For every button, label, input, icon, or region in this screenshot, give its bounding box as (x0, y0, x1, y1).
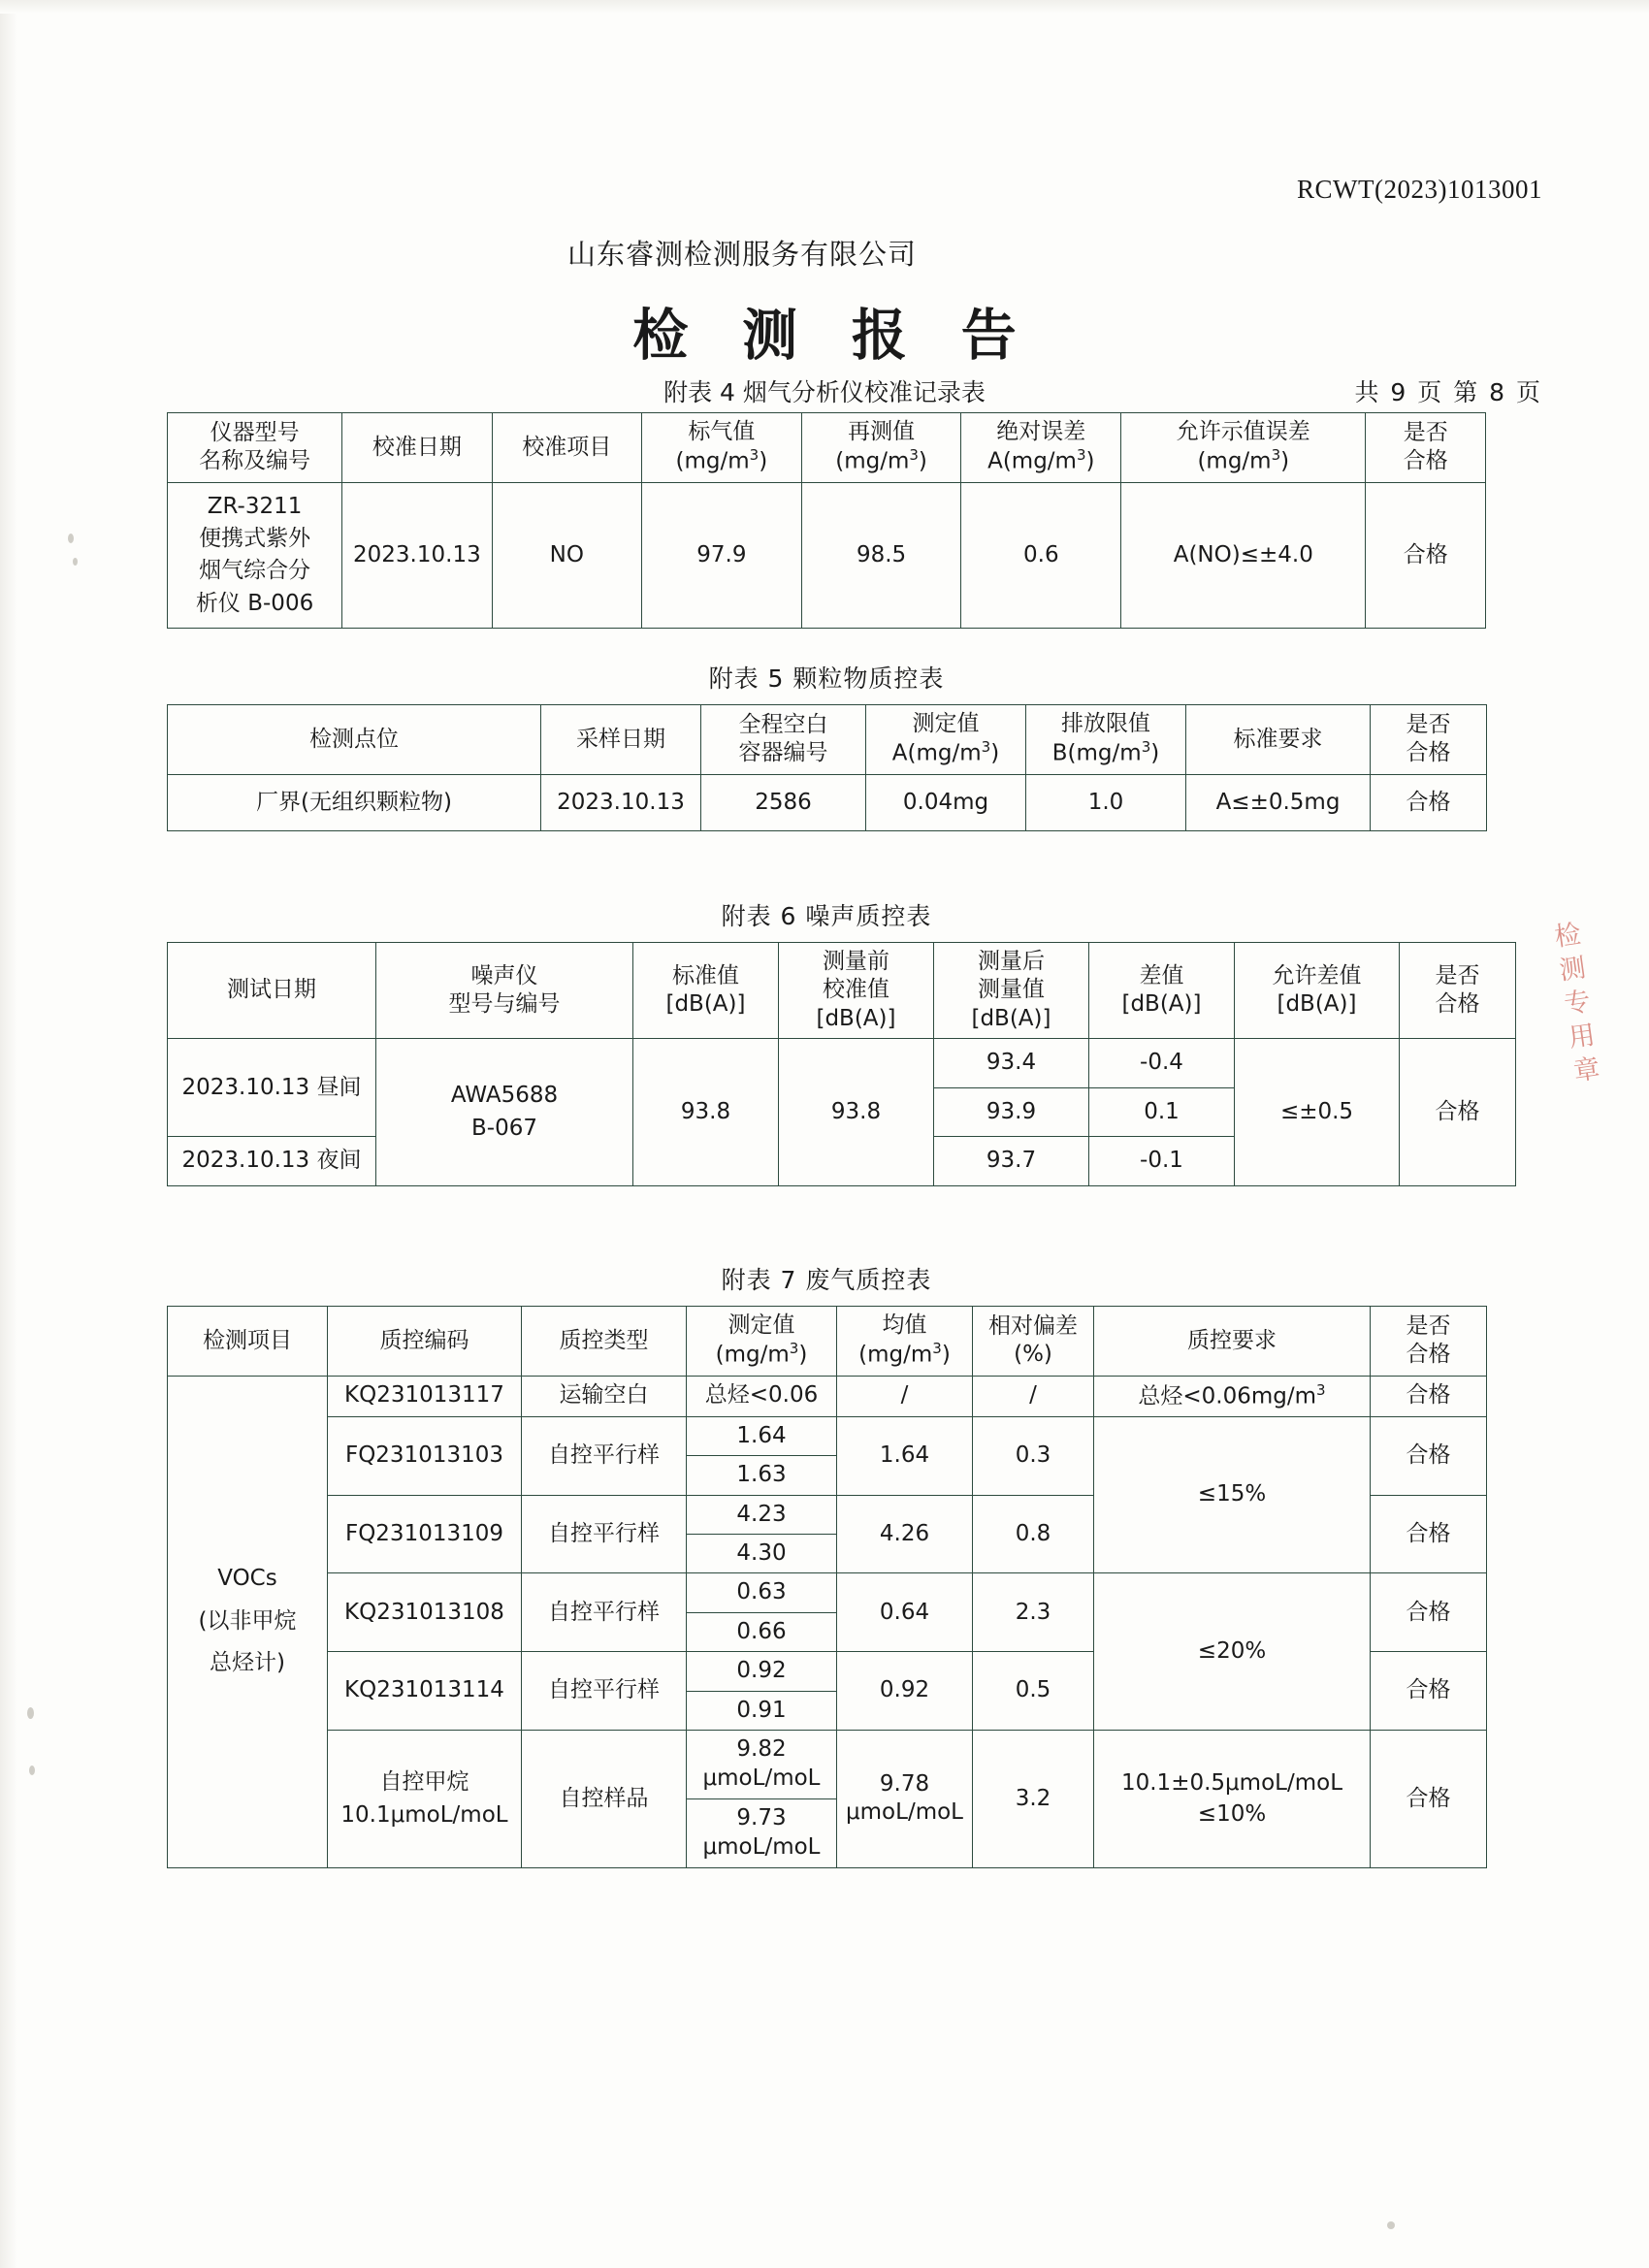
th-standard-value: 标气值 $(mg/m^3)$ (642, 413, 802, 483)
page-title: 检 测 报 告 (632, 304, 1034, 368)
th-measured: 测定值 $A(mg/m^3)$ (866, 705, 1026, 775)
table-row (168, 1039, 1516, 1087)
cell-sampling-date: 2023.10.13 (541, 774, 701, 830)
cell-mean: 1.64 (837, 1416, 973, 1495)
cell-measured: 0.91 (687, 1691, 837, 1730)
cell-post-measure: 93.7 (934, 1137, 1089, 1185)
th-test-date: 测试日期 (168, 943, 376, 1039)
table-waste-gas-qc (167, 1306, 1487, 1868)
cell-test-date-night: 2023.10.13 夜间 (168, 1137, 376, 1185)
th-qualified: 是否 合格 (1371, 1307, 1487, 1377)
th-requirement: 标准要求 (1186, 705, 1371, 775)
cell-measured: 9.82 μmoL/moL (687, 1731, 837, 1799)
cell-measured: 0.92 (687, 1652, 837, 1691)
cell-relative-deviation: 0.3 (973, 1416, 1094, 1495)
cell-qualified: 合格 (1371, 1376, 1487, 1416)
cell-qc-requirement: 总烃$<0.06mg/m^3$ (1094, 1376, 1371, 1416)
cell-qc-type: 运输空白 (522, 1376, 687, 1416)
table-row (168, 1731, 1487, 1799)
th-blank-container: 全程空白 容器编号 (701, 705, 866, 775)
cell-pre-calibration: 93.8 (779, 1039, 934, 1185)
th-noise-instrument: 噪声仪 型号与编号 (376, 943, 633, 1039)
report-number: RCWT(2023)1013001 (1297, 175, 1542, 204)
th-calib-item: 校准项目 (492, 413, 641, 483)
cell-qc-code: KQ231013114 (328, 1652, 522, 1731)
cell-post-measure: 93.9 (934, 1087, 1089, 1136)
cell-measured: 0.66 (687, 1612, 837, 1651)
cell-difference: -0.4 (1089, 1039, 1235, 1087)
cell-qc-type: 自控平行样 (522, 1652, 687, 1731)
cell-mean: 9.78 μmoL/moL (837, 1731, 973, 1868)
cell-measured: 1.64 (687, 1416, 837, 1455)
cell-qc-code: FQ231013109 (328, 1495, 522, 1573)
cell-qc-code: FQ231013103 (328, 1416, 522, 1495)
th-relative-deviation: 相对偏差 (%) (973, 1307, 1094, 1377)
cell-qualified: 合格 (1371, 1495, 1487, 1573)
cell-requirement: A≤±0.5mg (1186, 774, 1371, 830)
th-qc-requirement: 质控要求 (1094, 1307, 1371, 1377)
table-row (168, 1573, 1487, 1612)
th-limit: 排放限值 $B(mg/m^3)$ (1026, 705, 1186, 775)
cell-qualified: 合格 (1400, 1039, 1516, 1185)
th-qc-type: 质控类型 (522, 1307, 687, 1377)
cell-measured: 总烃<0.06 (687, 1376, 837, 1416)
th-post-measure: 测量后 测量值 [dB(A)] (934, 943, 1089, 1039)
table-header-row (168, 413, 1486, 483)
cell-abs-error: 0.6 (961, 482, 1121, 628)
th-abs-error: 绝对误差 $A(mg/m^3)$ (961, 413, 1121, 483)
cell-qc-type: 自控平行样 (522, 1495, 687, 1573)
th-difference: 差值 [dB(A)] (1089, 943, 1235, 1039)
cell-measured: 4.30 (687, 1534, 837, 1572)
table4-block (167, 412, 1486, 629)
company-name: 山东睿测检测服务有限公司 (567, 238, 918, 271)
cell-relative-deviation: 0.8 (973, 1495, 1094, 1573)
cell-remeasured: 98.5 (801, 482, 961, 628)
th-qualified: 是否 合格 (1371, 705, 1487, 775)
table4-caption: 附表 4 烟气分析仪校准记录表 (663, 378, 986, 406)
scan-speck (27, 1707, 34, 1719)
table-row (168, 774, 1487, 830)
cell-qc-type: 自控样品 (522, 1731, 687, 1868)
th-pre-calibration: 测量前 校准值 [dB(A)] (779, 943, 934, 1039)
th-mean: 均值 $(mg/m^3)$ (837, 1307, 973, 1377)
table-header-row (168, 1307, 1487, 1377)
cell-qc-code: 自控甲烷 10.1μmoL/moL (328, 1731, 522, 1868)
table-noise-qc (167, 942, 1516, 1186)
cell-calib-date: 2023.10.13 (342, 482, 492, 628)
table7-caption: 附表 7 废气质控表 (721, 1266, 932, 1294)
th-calib-date: 校准日期 (342, 413, 492, 483)
th-test-item: 检测项目 (168, 1307, 328, 1377)
cell-mean: 0.92 (837, 1652, 973, 1731)
cell-difference: -0.1 (1089, 1137, 1235, 1185)
scan-speck (73, 558, 78, 566)
cell-measured: 0.63 (687, 1573, 837, 1612)
cell-qualified: 合格 (1371, 1652, 1487, 1731)
table-calibration-flue-gas (167, 412, 1486, 629)
table-header-row (168, 705, 1487, 775)
scan-speck (29, 1766, 35, 1775)
th-standard-value: 标准值 [dB(A)] (633, 943, 779, 1039)
th-sampling-date: 采样日期 (541, 705, 701, 775)
table-row (168, 1376, 1487, 1416)
th-instrument: 仪器型号 名称及编号 (168, 413, 342, 483)
cell-qualified: 合格 (1371, 1573, 1487, 1652)
table5-caption: 附表 5 颗粒物质控表 (708, 664, 945, 693)
cell-blank-container: 2586 (701, 774, 866, 830)
table-row (168, 1416, 1487, 1455)
cell-relative-deviation: 3.2 (973, 1731, 1094, 1868)
cell-standard-value: 93.8 (633, 1039, 779, 1185)
cell-point: 厂界(无组织颗粒物) (168, 774, 541, 830)
cell-relative-deviation: 0.5 (973, 1652, 1094, 1731)
cell-relative-deviation: 2.3 (973, 1573, 1094, 1652)
cell-mean: 4.26 (837, 1495, 973, 1573)
cell-allowed-difference: ≤±0.5 (1235, 1039, 1400, 1185)
table-header-row (168, 943, 1516, 1039)
table6-block (167, 897, 1486, 1186)
cell-qc-requirement: 10.1±0.5μmoL/moL ≤10% (1094, 1731, 1371, 1868)
table7-block (167, 1261, 1486, 1868)
cell-qualified: 合格 (1371, 1416, 1487, 1495)
page-number: 共 9 页 第 8 页 (1354, 378, 1542, 406)
cell-test-date-day: 2023.10.13 昼间 (168, 1039, 376, 1137)
cell-standard-value: 97.9 (642, 482, 802, 628)
cell-difference: 0.1 (1089, 1087, 1235, 1136)
cell-qc-code: KQ231013117 (328, 1376, 522, 1416)
table6-caption: 附表 6 噪声质控表 (721, 902, 932, 930)
scan-speck (1387, 2221, 1395, 2229)
cell-measured: 4.23 (687, 1495, 837, 1534)
cell-qc-requirement: ≤20% (1094, 1573, 1371, 1731)
cell-relative-deviation: / (973, 1376, 1094, 1416)
cell-noise-instrument: AWA5688 B-067 (376, 1039, 633, 1185)
cell-measured: 0.04mg (866, 774, 1026, 830)
cell-test-item: VOCs (以非甲烷 总烃计) (168, 1376, 328, 1867)
cell-measured: 1.63 (687, 1456, 837, 1495)
th-allowed-difference: 允许差值 [dB(A)] (1235, 943, 1400, 1039)
table-particulate-qc (167, 704, 1487, 831)
cell-allowed-error: A(NO)≤±4.0 (1121, 482, 1366, 628)
cell-qc-code: KQ231013108 (328, 1573, 522, 1652)
th-point: 检测点位 (168, 705, 541, 775)
cell-measured: 9.73 μmoL/moL (687, 1798, 837, 1867)
scan-speck (68, 534, 74, 543)
cell-post-measure: 93.4 (934, 1039, 1089, 1087)
table-row (168, 482, 1486, 628)
th-measured: 测定值 $(mg/m^3)$ (687, 1307, 837, 1377)
th-qualified: 是否 合格 (1366, 413, 1486, 483)
th-qc-code: 质控编码 (328, 1307, 522, 1377)
cell-qc-type: 自控平行样 (522, 1416, 687, 1495)
cell-calib-item: NO (492, 482, 641, 628)
cell-mean: 0.64 (837, 1573, 973, 1652)
official-stamp: 检测专用章 (1547, 919, 1601, 1092)
cell-qualified: 合格 (1371, 1731, 1487, 1868)
cell-qc-type: 自控平行样 (522, 1573, 687, 1652)
cell-instrument: ZR-3211 便携式紫外 烟气综合分 析仪 B-006 (168, 482, 342, 628)
cell-qc-requirement: ≤15% (1094, 1416, 1371, 1573)
scan-edge-top (0, 0, 1649, 14)
cell-qualified: 合格 (1371, 774, 1487, 830)
th-allowed-error: 允许示值误差 $(mg/m^3)$ (1121, 413, 1366, 483)
cell-limit: 1.0 (1026, 774, 1186, 830)
th-qualified: 是否 合格 (1400, 943, 1516, 1039)
th-remeasured: 再测值 $(mg/m^3)$ (801, 413, 961, 483)
cell-qualified: 合格 (1366, 482, 1486, 628)
cell-mean: / (837, 1376, 973, 1416)
table5-block (167, 660, 1486, 831)
